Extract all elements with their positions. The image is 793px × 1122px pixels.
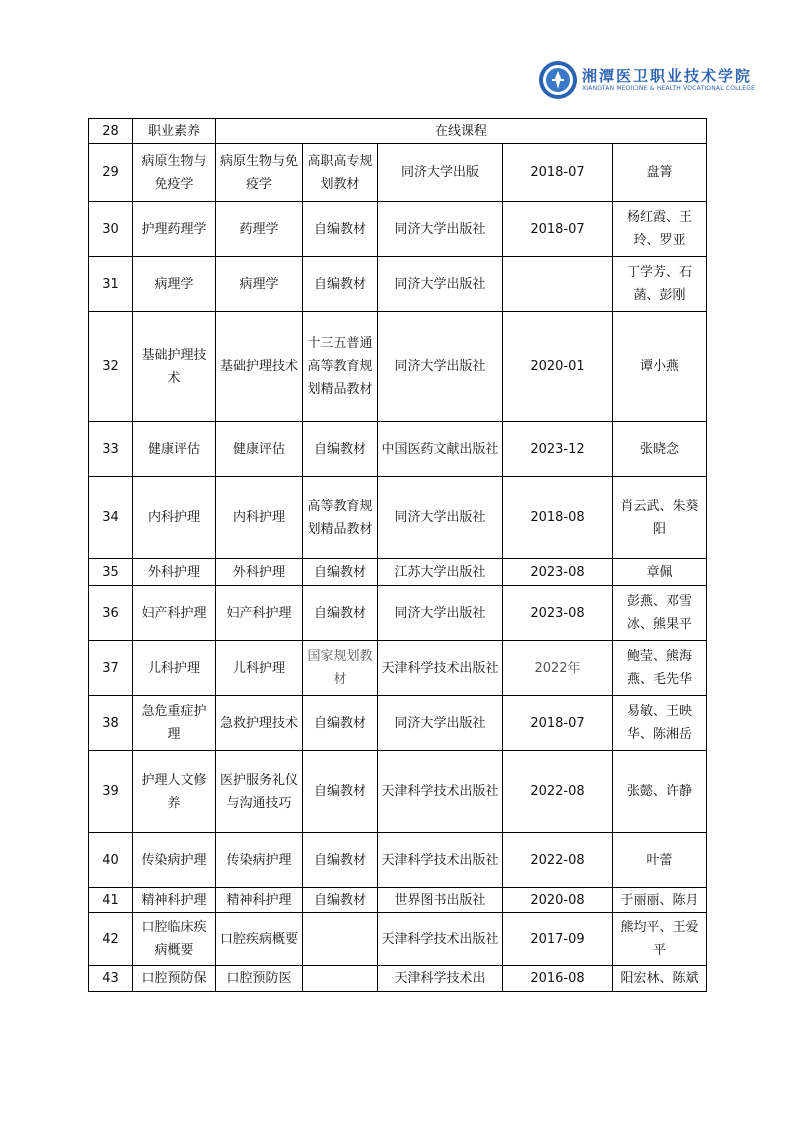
publisher: 同济大学出版社 — [378, 477, 503, 559]
textbook-name: 儿科护理 — [216, 641, 303, 696]
textbook-name: 医护服务礼仪与沟通技巧 — [216, 751, 303, 833]
course-name: 急危重症护理 — [133, 696, 216, 751]
editor: 彭燕、邓雪冰、熊果平 — [613, 586, 707, 641]
course-name: 口腔临床疾病概要 — [133, 913, 216, 966]
college-name-cn: 湘潭医卫职业技术学院 — [582, 67, 753, 85]
editor: 于丽丽、陈月 — [613, 888, 707, 913]
course-name: 基础护理技术 — [133, 312, 216, 422]
course-name: 口腔预防保 — [133, 966, 216, 992]
textbook-name: 病原生物与免疫学 — [216, 144, 303, 202]
publisher: 天津科学技术出版社 — [378, 751, 503, 833]
table-row — [89, 888, 707, 913]
course-name: 护理人文修养 — [133, 751, 216, 833]
editor: 章佩 — [613, 559, 707, 586]
row-number: 43 — [89, 966, 133, 992]
row-number: 30 — [89, 202, 133, 257]
publisher: 中国医药文献出版社 — [378, 422, 503, 477]
table-row — [89, 833, 707, 888]
editor: 肖云武、朱葵阳 — [613, 477, 707, 559]
row-number: 35 — [89, 559, 133, 586]
row-number: 39 — [89, 751, 133, 833]
college-seal-icon — [538, 60, 578, 100]
textbook-type: 自编教材 — [303, 833, 378, 888]
publisher: 天津科学技术出版社 — [378, 913, 503, 966]
textbook-type: 高等教育规划精品教材 — [303, 477, 378, 559]
publisher: 天津科学技术出版社 — [378, 641, 503, 696]
editor: 谭小燕 — [613, 312, 707, 422]
course-name: 精神科护理 — [133, 888, 216, 913]
textbook-type: 十三五普通高等教育规划精品教材 — [303, 312, 378, 422]
editor: 张晓念 — [613, 422, 707, 477]
table-row — [89, 966, 707, 992]
row-number: 34 — [89, 477, 133, 559]
textbook-name: 妇产科护理 — [216, 586, 303, 641]
row-number: 40 — [89, 833, 133, 888]
table-row — [89, 559, 707, 586]
row-number: 36 — [89, 586, 133, 641]
merged-note: 在线课程 — [216, 119, 707, 144]
publisher: 天津科学技术出 — [378, 966, 503, 992]
publish-date: 2023-08 — [503, 559, 613, 586]
textbook-name: 口腔预防医 — [216, 966, 303, 992]
row-number: 41 — [89, 888, 133, 913]
textbook-name: 精神科护理 — [216, 888, 303, 913]
editor: 丁学芳、石菡、彭刚 — [613, 257, 707, 312]
row-number: 28 — [89, 119, 133, 144]
publisher: 同济大学出版社 — [378, 696, 503, 751]
editor: 叶蕾 — [613, 833, 707, 888]
editor: 易敏、王映华、陈湘岳 — [613, 696, 707, 751]
textbook-name: 药理学 — [216, 202, 303, 257]
textbook-type: 自编教材 — [303, 888, 378, 913]
textbook-type: 自编教材 — [303, 586, 378, 641]
course-name: 病理学 — [133, 257, 216, 312]
publish-date: 2022-08 — [503, 751, 613, 833]
textbook-name: 健康评估 — [216, 422, 303, 477]
publisher: 世界图书出版社 — [378, 888, 503, 913]
table-row — [89, 586, 707, 641]
textbook-type — [303, 913, 378, 966]
table-row — [89, 696, 707, 751]
publish-date — [503, 257, 613, 312]
row-number: 29 — [89, 144, 133, 202]
publisher: 同济大学出版 — [378, 144, 503, 202]
textbook-table — [88, 118, 707, 992]
course-name: 传染病护理 — [133, 833, 216, 888]
table-row — [89, 312, 707, 422]
publish-date: 2017-09 — [503, 913, 613, 966]
publisher: 同济大学出版社 — [378, 312, 503, 422]
table-row — [89, 422, 707, 477]
textbook-type: 国家规划教材 — [303, 641, 378, 696]
textbook-type — [303, 966, 378, 992]
table-row — [89, 119, 707, 144]
course-name: 健康评估 — [133, 422, 216, 477]
publish-date: 2023-08 — [503, 586, 613, 641]
table-row — [89, 641, 707, 696]
course-name: 护理药理学 — [133, 202, 216, 257]
table-row — [89, 257, 707, 312]
course-name: 内科护理 — [133, 477, 216, 559]
row-number: 31 — [89, 257, 133, 312]
textbook-type: 自编教材 — [303, 422, 378, 477]
row-number: 33 — [89, 422, 133, 477]
course-name: 病原生物与免疫学 — [133, 144, 216, 202]
textbook-type: 自编教材 — [303, 202, 378, 257]
publish-date: 2018-07 — [503, 696, 613, 751]
table-row — [89, 144, 707, 202]
editor: 杨红霞、王玲、罗亚 — [613, 202, 707, 257]
editor: 鲍莹、熊海燕、毛先华 — [613, 641, 707, 696]
course-name: 儿科护理 — [133, 641, 216, 696]
publish-date: 2022年 — [503, 641, 613, 696]
row-number: 38 — [89, 696, 133, 751]
publisher: 江苏大学出版社 — [378, 559, 503, 586]
editor: 阳宏林、陈斌 — [613, 966, 707, 992]
textbook-name: 口腔疾病概要 — [216, 913, 303, 966]
course-name: 职业素养 — [133, 119, 216, 144]
row-number: 32 — [89, 312, 133, 422]
publish-date: 2018-07 — [503, 202, 613, 257]
publisher: 同济大学出版社 — [378, 257, 503, 312]
textbook-name: 病理学 — [216, 257, 303, 312]
textbook-type: 自编教材 — [303, 559, 378, 586]
row-number: 37 — [89, 641, 133, 696]
textbook-name: 外科护理 — [216, 559, 303, 586]
publish-date: 2016-08 — [503, 966, 613, 992]
college-name-en: XIANGTAN MEDICINE & HEALTH VOCATIONAL COLLEGE — [582, 85, 756, 92]
editor: 熊均平、王爱平 — [613, 913, 707, 966]
publish-date: 2020-01 — [503, 312, 613, 422]
table-row — [89, 202, 707, 257]
table-row — [89, 477, 707, 559]
publisher: 天津科学技术出版社 — [378, 833, 503, 888]
publish-date: 2023-12 — [503, 422, 613, 477]
publish-date: 2022-08 — [503, 833, 613, 888]
publish-date: 2018-08 — [503, 477, 613, 559]
course-name: 妇产科护理 — [133, 586, 216, 641]
textbook-name: 基础护理技术 — [216, 312, 303, 422]
publish-date: 2020-08 — [503, 888, 613, 913]
course-name: 外科护理 — [133, 559, 216, 586]
row-number: 42 — [89, 913, 133, 966]
editor: 盘箐 — [613, 144, 707, 202]
table-row — [89, 913, 707, 966]
table-row — [89, 751, 707, 833]
college-logo — [538, 60, 768, 100]
editor: 张懿、许静 — [613, 751, 707, 833]
textbook-name: 急救护理技术 — [216, 696, 303, 751]
textbook-type: 自编教材 — [303, 257, 378, 312]
textbook-type: 高职高专规划教材 — [303, 144, 378, 202]
textbook-name: 内科护理 — [216, 477, 303, 559]
publisher: 同济大学出版社 — [378, 586, 503, 641]
textbook-name: 传染病护理 — [216, 833, 303, 888]
textbook-type: 自编教材 — [303, 696, 378, 751]
publish-date: 2018-07 — [503, 144, 613, 202]
textbook-type: 自编教材 — [303, 751, 378, 833]
publisher: 同济大学出版社 — [378, 202, 503, 257]
